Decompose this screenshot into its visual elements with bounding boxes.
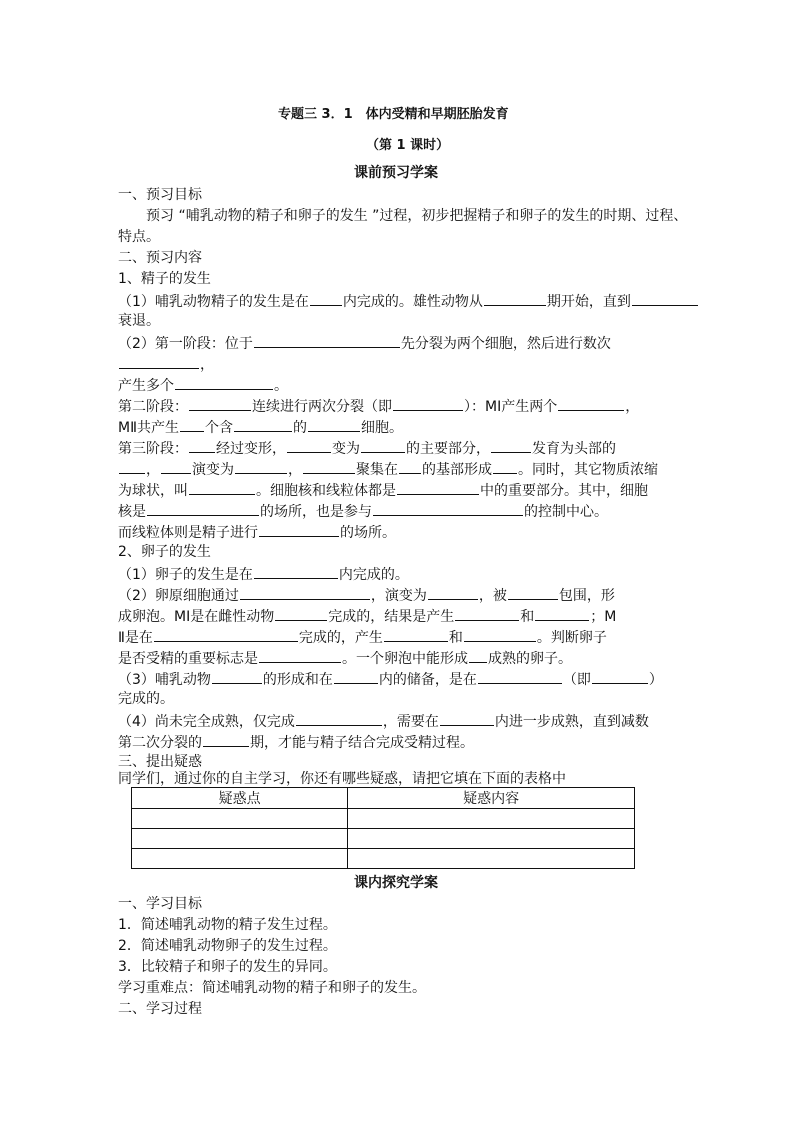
table-cell[interactable] xyxy=(348,829,635,849)
fill-blank[interactable] xyxy=(310,290,342,306)
text-line: 是否受精的重要标志是 。一个卵泡中能形成 成熟的卵子。 xyxy=(118,647,572,668)
fill-blank[interactable] xyxy=(296,710,382,726)
fill-blank[interactable] xyxy=(234,416,292,432)
fill-blank[interactable] xyxy=(493,458,517,474)
fill-blank[interactable] xyxy=(484,290,546,306)
fill-blank[interactable] xyxy=(154,626,298,642)
text-line: MⅡ共产生 个含 的 细胞。 xyxy=(118,416,403,437)
text-line: （2）第一阶段：位于 先分裂为两个细胞，然后进行数次 xyxy=(118,332,611,353)
fill-blank[interactable] xyxy=(384,626,448,642)
text-line: ， 演变为 ， 聚集在 的基部形成 。同时，其它物质浓缩 xyxy=(118,458,658,479)
table-cell[interactable] xyxy=(132,809,348,829)
table-header: 疑惑内容 xyxy=(348,788,635,809)
fill-blank[interactable] xyxy=(212,668,262,684)
paragraph: 特点。 xyxy=(118,229,160,245)
questions-table xyxy=(131,787,635,869)
fill-blank[interactable] xyxy=(189,479,255,495)
fill-blank[interactable] xyxy=(558,395,624,411)
fill-blank[interactable] xyxy=(373,500,523,516)
fill-blank[interactable] xyxy=(308,416,360,432)
text-line: 而线粒体则是精子进行 的场所。 xyxy=(118,521,396,542)
text-line: （3）哺乳动物 的形成和在 内的储备，是在 （即 ） xyxy=(118,668,663,689)
table-row xyxy=(132,809,635,829)
fill-blank[interactable] xyxy=(303,458,355,474)
fill-blank[interactable] xyxy=(275,605,327,621)
fill-blank[interactable] xyxy=(254,332,400,348)
fill-blank[interactable] xyxy=(254,563,338,579)
text-line: 衰退。 xyxy=(118,313,160,329)
subheading-egg: 2、卵子的发生 xyxy=(118,544,211,560)
fill-blank[interactable] xyxy=(632,290,698,306)
text-line: 第二次分裂的 期，才能与精子结合完成受精过程。 xyxy=(118,731,474,752)
table-cell[interactable] xyxy=(132,829,348,849)
fill-blank[interactable] xyxy=(393,395,463,411)
fill-blank[interactable] xyxy=(455,605,519,621)
fill-blank[interactable] xyxy=(175,374,273,390)
list-item: 2．简述哺乳动物卵子的发生过程。 xyxy=(118,938,337,954)
fill-blank[interactable] xyxy=(478,668,562,684)
fill-blank[interactable] xyxy=(464,626,536,642)
fill-blank[interactable] xyxy=(491,437,531,453)
fill-blank[interactable] xyxy=(259,647,341,663)
fill-blank[interactable] xyxy=(240,584,370,600)
text-line: 完成的。 xyxy=(118,691,174,707)
heading-learning-goal: 一、学习目标 xyxy=(118,896,202,912)
fill-blank[interactable] xyxy=(235,458,287,474)
paragraph: 同学们，通过你的自主学习，你还有哪些疑惑，请把它填在下面的表格中 xyxy=(118,771,566,787)
text-line: （1）卵子的发生是在 内完成的。 xyxy=(118,563,409,584)
key-points: 学习重难点：简述哺乳动物的精子和卵子的发生。 xyxy=(118,980,426,996)
fill-blank[interactable] xyxy=(469,647,487,663)
text-line: ， xyxy=(118,353,214,374)
fill-blank[interactable] xyxy=(259,521,339,537)
heading-questions: 三、提出疑惑 xyxy=(118,754,202,770)
fill-blank[interactable] xyxy=(180,416,204,432)
section-heading-preview: 课前预习学案 xyxy=(354,165,438,181)
table-cell[interactable] xyxy=(132,849,348,869)
text-line: 第二阶段： 连续进行两次分裂（即 ）：MⅠ产生两个 ， xyxy=(118,395,639,416)
heading-preview-content: 二、预习内容 xyxy=(118,250,202,266)
table-row xyxy=(132,829,635,849)
heading-preview-goal: 一、预习目标 xyxy=(118,187,202,203)
fill-blank[interactable] xyxy=(592,668,648,684)
fill-blank[interactable] xyxy=(535,605,589,621)
table-cell[interactable] xyxy=(348,809,635,829)
text-line: （2）卵原细胞通过 ，演变为 ，被 包围，形 xyxy=(118,584,615,605)
text-line: 第三阶段： 经过变形， 变为 的主要部分， 发育为头部的 xyxy=(118,437,616,458)
text-line: （1）哺乳动物精子的发生是在 内完成的。雄性动物从 期开始，直到 xyxy=(118,290,699,311)
text-line: （4）尚未完全成熟，仅完成 ，需要在 内进一步成熟，直到减数 xyxy=(118,710,649,731)
fill-blank[interactable] xyxy=(334,668,378,684)
text-line: 成卵泡。MⅠ是在雌性动物 完成的，结果是产生 和 ；M xyxy=(118,605,616,626)
table-cell[interactable] xyxy=(348,849,635,869)
fill-blank[interactable] xyxy=(508,584,558,600)
fill-blank[interactable] xyxy=(189,395,251,411)
table-row xyxy=(132,849,635,869)
table-header: 疑惑点 xyxy=(132,788,348,809)
fill-blank[interactable] xyxy=(399,458,421,474)
list-item: 1．简述哺乳动物的精子发生过程。 xyxy=(118,917,337,933)
paragraph: 预习 “哺乳动物的精子和卵子的发生 ”过程，初步把握精子和卵子的发生的时期、过程、 xyxy=(146,208,688,224)
text-line: 产生多个 。 xyxy=(118,374,288,395)
fill-blank[interactable] xyxy=(189,437,215,453)
doc-title: 专题三 3．1 体内受精和早期胚胎发育 xyxy=(278,107,509,122)
table-header-row xyxy=(132,788,635,809)
doc-subtitle: （第 1 课时） xyxy=(366,138,450,153)
fill-blank[interactable] xyxy=(161,458,191,474)
text-line: 核是 的场所，也是参与 的控制中心。 xyxy=(118,500,608,521)
section-heading-inclass: 课内探究学案 xyxy=(354,875,438,891)
text-line: 为球状，叫 。细胞核和线粒体都是 中的重要部分。其中，细胞 xyxy=(118,479,648,500)
fill-blank[interactable] xyxy=(397,479,479,495)
fill-blank[interactable] xyxy=(119,353,199,369)
fill-blank[interactable] xyxy=(203,731,249,747)
list-item: 3．比较精子和卵子的发生的异同。 xyxy=(118,959,337,975)
text-line: Ⅱ是在 完成的，产生 和 。判断卵子 xyxy=(118,626,607,647)
subheading-sperm: 1、精子的发生 xyxy=(118,271,211,287)
fill-blank[interactable] xyxy=(361,437,405,453)
fill-blank[interactable] xyxy=(428,584,478,600)
fill-blank[interactable] xyxy=(440,710,494,726)
fill-blank[interactable] xyxy=(147,500,259,516)
fill-blank[interactable] xyxy=(119,458,145,474)
heading-learning-process: 二、学习过程 xyxy=(118,1001,202,1017)
fill-blank[interactable] xyxy=(287,437,331,453)
